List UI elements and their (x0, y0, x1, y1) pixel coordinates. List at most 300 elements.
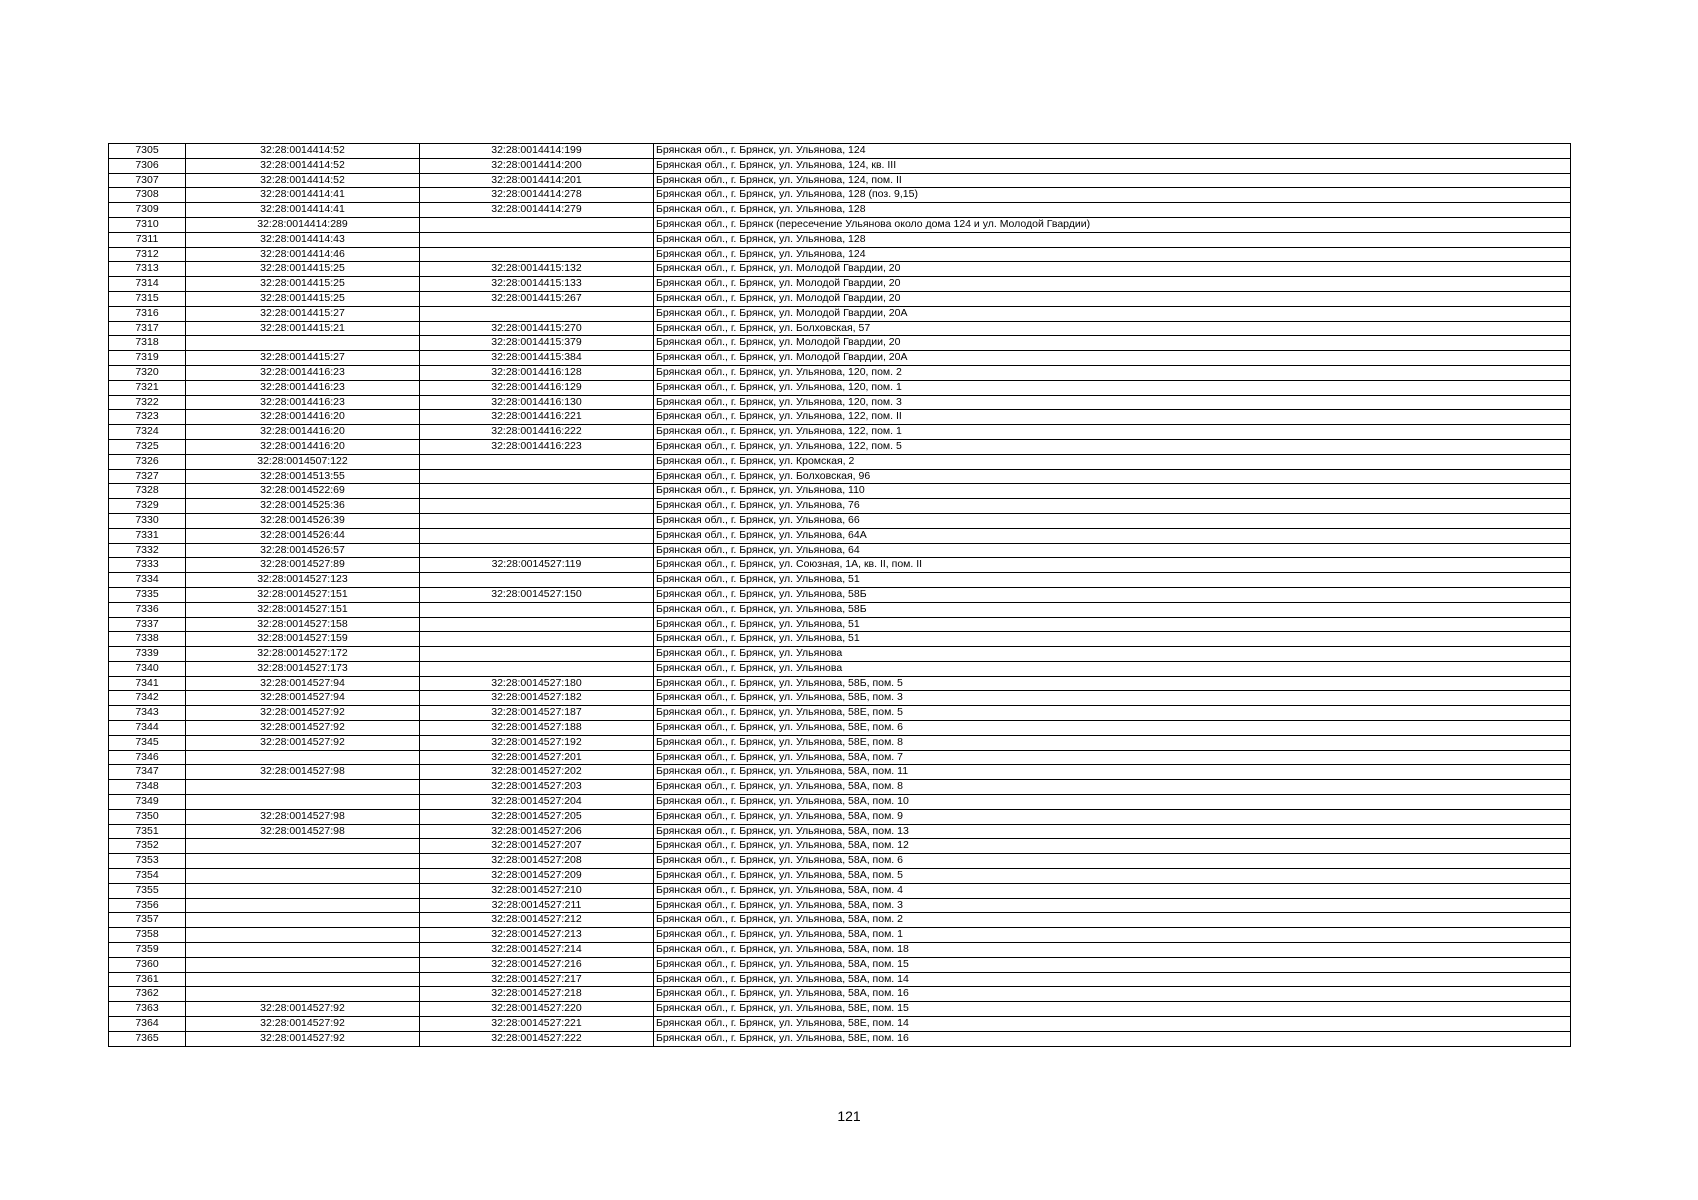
address-cell: Брянская обл., г. Брянск, ул. Ульянова, 51 (654, 573, 1571, 588)
table-row (109, 425, 1571, 440)
address-cell: Брянская обл., г. Брянск, ул. Ульянова, 58Е, пом. 15 (654, 1002, 1571, 1017)
table-row (109, 839, 1571, 854)
address-cell: Брянская обл., г. Брянск, ул. Ульянова, 122, пом. 5 (654, 439, 1571, 454)
row-number-cell: 7339 (109, 647, 186, 662)
address-cell: Брянская обл., г. Брянск, ул. Ульянова, 120, пом. 3 (654, 395, 1571, 410)
cadastral-number-cell: 32:28:0014527:92 (186, 1031, 420, 1046)
address-cell: Брянская обл., г. Брянск, ул. Ульянова, 110 (654, 484, 1571, 499)
row-number-cell: 7347 (109, 765, 186, 780)
row-number-cell: 7352 (109, 839, 186, 854)
object-cadastral-number-cell: 32:28:0014527:150 (420, 587, 654, 602)
object-cadastral-number-cell (420, 217, 654, 232)
address-cell: Брянская обл., г. Брянск, ул. Ульянова, 76 (654, 499, 1571, 514)
row-number-cell: 7309 (109, 203, 186, 218)
cadastral-number-cell: 32:28:0014527:92 (186, 1002, 420, 1017)
object-cadastral-number-cell: 32:28:0014527:192 (420, 735, 654, 750)
cadastral-number-cell: 32:28:0014416:20 (186, 425, 420, 440)
cadastral-number-cell (186, 883, 420, 898)
cadastral-number-cell: 32:28:0014416:20 (186, 410, 420, 425)
cadastral-number-cell (186, 987, 420, 1002)
address-cell: Брянская обл., г. Брянск, ул. Молодой Гвардии, 20А (654, 351, 1571, 366)
object-cadastral-number-cell: 32:28:0014527:187 (420, 706, 654, 721)
object-cadastral-number-cell: 32:28:0014527:212 (420, 913, 654, 928)
table-row (109, 824, 1571, 839)
row-number-cell: 7306 (109, 158, 186, 173)
object-cadastral-number-cell: 32:28:0014527:216 (420, 957, 654, 972)
table-row (109, 410, 1571, 425)
address-cell: Брянская обл., г. Брянск, ул. Ульянова, 124 (654, 144, 1571, 159)
row-number-cell: 7345 (109, 735, 186, 750)
row-number-cell: 7307 (109, 173, 186, 188)
page-number: 121 (837, 1108, 861, 1124)
row-number-cell: 7332 (109, 543, 186, 558)
address-cell: Брянская обл., г. Брянск, ул. Ульянова, 58Б (654, 602, 1571, 617)
address-cell: Брянская обл., г. Брянск, ул. Ульянова, 58А, пом. 11 (654, 765, 1571, 780)
address-cell: Брянская обл., г. Брянск, ул. Ульянова, 122, пом. 1 (654, 425, 1571, 440)
object-cadastral-number-cell (420, 484, 654, 499)
object-cadastral-number-cell: 32:28:0014416:221 (420, 410, 654, 425)
row-number-cell: 7318 (109, 336, 186, 351)
object-cadastral-number-cell (420, 617, 654, 632)
address-cell: Брянская обл., г. Брянск, ул. Ульянова, 58А, пом. 16 (654, 987, 1571, 1002)
address-cell: Брянская обл., г. Брянск, ул. Ульянова, 58Б, пом. 3 (654, 691, 1571, 706)
cadastral-number-cell: 32:28:0014415:27 (186, 351, 420, 366)
address-cell: Брянская обл., г. Брянск, ул. Ульянова (654, 647, 1571, 662)
object-cadastral-number-cell: 32:28:0014527:221 (420, 1017, 654, 1032)
cadastral-number-cell: 32:28:0014416:23 (186, 395, 420, 410)
object-cadastral-number-cell: 32:28:0014527:222 (420, 1031, 654, 1046)
table-row (109, 1017, 1571, 1032)
cadastral-number-cell: 32:28:0014414:41 (186, 203, 420, 218)
address-cell: Брянская обл., г. Брянск, ул. Ульянова, 58Е, пом. 5 (654, 706, 1571, 721)
cadastral-number-cell (186, 795, 420, 810)
cadastral-number-cell: 32:28:0014415:21 (186, 321, 420, 336)
table-row (109, 750, 1571, 765)
row-number-cell: 7360 (109, 957, 186, 972)
table-row (109, 543, 1571, 558)
cadastral-number-cell: 32:28:0014526:39 (186, 513, 420, 528)
object-cadastral-number-cell: 32:28:0014415:133 (420, 277, 654, 292)
row-number-cell: 7322 (109, 395, 186, 410)
table-row (109, 854, 1571, 869)
object-cadastral-number-cell (420, 232, 654, 247)
address-cell: Брянская обл., г. Брянск, ул. Ульянова, 58А, пом. 12 (654, 839, 1571, 854)
registry-table-container (108, 143, 1570, 1047)
registry-table (108, 143, 1571, 1047)
address-cell: Брянская обл., г. Брянск, ул. Ульянова, 58А, пом. 2 (654, 913, 1571, 928)
table-row (109, 676, 1571, 691)
cadastral-number-cell: 32:28:0014526:44 (186, 528, 420, 543)
row-number-cell: 7346 (109, 750, 186, 765)
row-number-cell: 7321 (109, 380, 186, 395)
cadastral-number-cell: 32:28:0014525:36 (186, 499, 420, 514)
address-cell: Брянская обл., г. Брянск, ул. Ульянова, 58А, пом. 9 (654, 809, 1571, 824)
table-row (109, 558, 1571, 573)
table-row (109, 795, 1571, 810)
cadastral-number-cell: 32:28:0014414:52 (186, 144, 420, 159)
row-number-cell: 7324 (109, 425, 186, 440)
table-row (109, 484, 1571, 499)
row-number-cell: 7319 (109, 351, 186, 366)
cadastral-number-cell: 32:28:0014414:289 (186, 217, 420, 232)
object-cadastral-number-cell (420, 454, 654, 469)
row-number-cell: 7355 (109, 883, 186, 898)
object-cadastral-number-cell: 32:28:0014415:379 (420, 336, 654, 351)
table-row (109, 883, 1571, 898)
table-row (109, 972, 1571, 987)
object-cadastral-number-cell: 32:28:0014527:180 (420, 676, 654, 691)
cadastral-number-cell: 32:28:0014526:57 (186, 543, 420, 558)
cadastral-number-cell: 32:28:0014415:25 (186, 277, 420, 292)
row-number-cell: 7305 (109, 144, 186, 159)
cadastral-number-cell: 32:28:0014527:92 (186, 721, 420, 736)
cadastral-number-cell: 32:28:0014415:27 (186, 306, 420, 321)
address-cell: Брянская обл., г. Брянск, ул. Ульянова, 58Е, пом. 16 (654, 1031, 1571, 1046)
address-cell: Брянская обл., г. Брянск, ул. Ульянова, 120, пом. 1 (654, 380, 1571, 395)
row-number-cell: 7329 (109, 499, 186, 514)
cadastral-number-cell: 32:28:0014527:123 (186, 573, 420, 588)
table-row (109, 203, 1571, 218)
table-row (109, 602, 1571, 617)
object-cadastral-number-cell (420, 528, 654, 543)
table-row (109, 188, 1571, 203)
row-number-cell: 7338 (109, 632, 186, 647)
cadastral-number-cell: 32:28:0014527:89 (186, 558, 420, 573)
address-cell: Брянская обл., г. Брянск, ул. Ульянова, 58А, пом. 4 (654, 883, 1571, 898)
object-cadastral-number-cell: 32:28:0014527:214 (420, 943, 654, 958)
cadastral-number-cell (186, 943, 420, 958)
row-number-cell: 7310 (109, 217, 186, 232)
cadastral-number-cell (186, 839, 420, 854)
cadastral-number-cell: 32:28:0014527:158 (186, 617, 420, 632)
object-cadastral-number-cell: 32:28:0014527:213 (420, 928, 654, 943)
cadastral-number-cell: 32:28:0014527:98 (186, 809, 420, 824)
cadastral-number-cell: 32:28:0014415:25 (186, 291, 420, 306)
address-cell: Брянская обл., г. Брянск, ул. Ульянова, 124 (654, 247, 1571, 262)
address-cell: Брянская обл., г. Брянск, ул. Ульянова, 64 (654, 543, 1571, 558)
table-row (109, 809, 1571, 824)
row-number-cell: 7337 (109, 617, 186, 632)
address-cell: Брянская обл., г. Брянск, ул. Союзная, 1А, кв. II, пом. II (654, 558, 1571, 573)
row-number-cell: 7336 (109, 602, 186, 617)
object-cadastral-number-cell: 32:28:0014416:130 (420, 395, 654, 410)
cadastral-number-cell: 32:28:0014527:159 (186, 632, 420, 647)
address-cell: Брянская обл., г. Брянск, ул. Ульянова (654, 661, 1571, 676)
address-cell: Брянская обл., г. Брянск, ул. Ульянова, 58А, пом. 3 (654, 898, 1571, 913)
table-row (109, 247, 1571, 262)
address-cell: Брянская обл., г. Брянск, ул. Кромская, 2 (654, 454, 1571, 469)
table-row (109, 499, 1571, 514)
row-number-cell: 7317 (109, 321, 186, 336)
row-number-cell: 7344 (109, 721, 186, 736)
cadastral-number-cell (186, 972, 420, 987)
address-cell: Брянская обл., г. Брянск, ул. Ульянова, 58А, пом. 8 (654, 780, 1571, 795)
object-cadastral-number-cell: 32:28:0014527:211 (420, 898, 654, 913)
table-row (109, 454, 1571, 469)
object-cadastral-number-cell: 32:28:0014415:267 (420, 291, 654, 306)
row-number-cell: 7351 (109, 824, 186, 839)
table-row (109, 528, 1571, 543)
address-cell: Брянская обл., г. Брянск, ул. Ульянова, 51 (654, 632, 1571, 647)
table-row (109, 869, 1571, 884)
object-cadastral-number-cell (420, 513, 654, 528)
table-row (109, 765, 1571, 780)
row-number-cell: 7333 (109, 558, 186, 573)
table-row (109, 365, 1571, 380)
row-number-cell: 7342 (109, 691, 186, 706)
cadastral-number-cell (186, 336, 420, 351)
object-cadastral-number-cell: 32:28:0014415:384 (420, 351, 654, 366)
table-body (109, 144, 1571, 1047)
address-cell: Брянская обл., г. Брянск, ул. Ульянова, 58А, пом. 15 (654, 957, 1571, 972)
cadastral-number-cell (186, 928, 420, 943)
cadastral-number-cell: 32:28:0014416:20 (186, 439, 420, 454)
address-cell: Брянская обл., г. Брянск, ул. Ульянова, 66 (654, 513, 1571, 528)
table-row (109, 173, 1571, 188)
table-row (109, 513, 1571, 528)
object-cadastral-number-cell: 32:28:0014527:208 (420, 854, 654, 869)
object-cadastral-number-cell: 32:28:0014527:207 (420, 839, 654, 854)
cadastral-number-cell: 32:28:0014527:94 (186, 691, 420, 706)
cadastral-number-cell: 32:28:0014522:69 (186, 484, 420, 499)
object-cadastral-number-cell: 32:28:0014416:222 (420, 425, 654, 440)
object-cadastral-number-cell (420, 602, 654, 617)
row-number-cell: 7358 (109, 928, 186, 943)
table-row (109, 913, 1571, 928)
cadastral-number-cell: 32:28:0014527:98 (186, 824, 420, 839)
row-number-cell: 7356 (109, 898, 186, 913)
address-cell: Брянская обл., г. Брянск, ул. Ульянова, 128 (поз. 9,15) (654, 188, 1571, 203)
object-cadastral-number-cell: 32:28:0014416:128 (420, 365, 654, 380)
object-cadastral-number-cell: 32:28:0014527:203 (420, 780, 654, 795)
address-cell: Брянская обл., г. Брянск, ул. Ульянова, 58Е, пом. 8 (654, 735, 1571, 750)
address-cell: Брянская обл., г. Брянск, ул. Ульянова, 124, кв. III (654, 158, 1571, 173)
address-cell: Брянская обл., г. Брянск, ул. Молодой Гвардии, 20А (654, 306, 1571, 321)
cadastral-number-cell: 32:28:0014416:23 (186, 365, 420, 380)
object-cadastral-number-cell: 32:28:0014414:279 (420, 203, 654, 218)
object-cadastral-number-cell: 32:28:0014415:132 (420, 262, 654, 277)
object-cadastral-number-cell: 32:28:0014527:119 (420, 558, 654, 573)
table-row (109, 617, 1571, 632)
address-cell: Брянская обл., г. Брянск, ул. Ульянова, 58А, пом. 10 (654, 795, 1571, 810)
address-cell: Брянская обл., г. Брянск, ул. Ульянова, 58Е, пом. 6 (654, 721, 1571, 736)
row-number-cell: 7326 (109, 454, 186, 469)
cadastral-number-cell: 32:28:0014527:98 (186, 765, 420, 780)
cadastral-number-cell: 32:28:0014527:92 (186, 1017, 420, 1032)
row-number-cell: 7314 (109, 277, 186, 292)
row-number-cell: 7340 (109, 661, 186, 676)
cadastral-number-cell: 32:28:0014527:92 (186, 735, 420, 750)
object-cadastral-number-cell: 32:28:0014527:209 (420, 869, 654, 884)
table-row (109, 306, 1571, 321)
table-row (109, 380, 1571, 395)
table-row (109, 987, 1571, 1002)
address-cell: Брянская обл., г. Брянск, ул. Молодой Гвардии, 20 (654, 262, 1571, 277)
table-row (109, 217, 1571, 232)
cadastral-number-cell: 32:28:0014527:173 (186, 661, 420, 676)
table-row (109, 632, 1571, 647)
address-cell: Брянская обл., г. Брянск, ул. Ульянова, 128 (654, 203, 1571, 218)
cadastral-number-cell (186, 854, 420, 869)
address-cell: Брянская обл., г. Брянск (пересечение Ульянова около дома 124 и ул. Молодой Гвардии) (654, 217, 1571, 232)
object-cadastral-number-cell: 32:28:0014527:182 (420, 691, 654, 706)
cadastral-number-cell: 32:28:0014527:151 (186, 602, 420, 617)
row-number-cell: 7353 (109, 854, 186, 869)
object-cadastral-number-cell (420, 469, 654, 484)
address-cell: Брянская обл., г. Брянск, ул. Ульянова, 128 (654, 232, 1571, 247)
object-cadastral-number-cell: 32:28:0014416:223 (420, 439, 654, 454)
address-cell: Брянская обл., г. Брянск, ул. Болховская, 57 (654, 321, 1571, 336)
row-number-cell: 7334 (109, 573, 186, 588)
row-number-cell: 7335 (109, 587, 186, 602)
address-cell: Брянская обл., г. Брянск, ул. Ульянова, 58А, пом. 5 (654, 869, 1571, 884)
address-cell: Брянская обл., г. Брянск, ул. Молодой Гвардии, 20 (654, 336, 1571, 351)
row-number-cell: 7361 (109, 972, 186, 987)
address-cell: Брянская обл., г. Брянск, ул. Ульянова, 120, пом. 2 (654, 365, 1571, 380)
object-cadastral-number-cell: 32:28:0014414:199 (420, 144, 654, 159)
object-cadastral-number-cell: 32:28:0014527:202 (420, 765, 654, 780)
table-row (109, 780, 1571, 795)
table-row (109, 573, 1571, 588)
table-row (109, 262, 1571, 277)
address-cell: Брянская обл., г. Брянск, ул. Ульянова, 58А, пом. 6 (654, 854, 1571, 869)
table-row (109, 721, 1571, 736)
table-row (109, 321, 1571, 336)
row-number-cell: 7359 (109, 943, 186, 958)
address-cell: Брянская обл., г. Брянск, ул. Ульянова, 124, пом. II (654, 173, 1571, 188)
row-number-cell: 7313 (109, 262, 186, 277)
object-cadastral-number-cell: 32:28:0014414:201 (420, 173, 654, 188)
table-row (109, 336, 1571, 351)
row-number-cell: 7341 (109, 676, 186, 691)
table-row (109, 928, 1571, 943)
row-number-cell: 7320 (109, 365, 186, 380)
row-number-cell: 7365 (109, 1031, 186, 1046)
address-cell: Брянская обл., г. Брянск, ул. Ульянова, 51 (654, 617, 1571, 632)
row-number-cell: 7357 (109, 913, 186, 928)
table-row (109, 898, 1571, 913)
row-number-cell: 7323 (109, 410, 186, 425)
address-cell: Брянская обл., г. Брянск, ул. Ульянова, 58Б (654, 587, 1571, 602)
cadastral-number-cell: 32:28:0014527:94 (186, 676, 420, 691)
row-number-cell: 7311 (109, 232, 186, 247)
address-cell: Брянская обл., г. Брянск, ул. Молодой Гвардии, 20 (654, 291, 1571, 306)
row-number-cell: 7363 (109, 1002, 186, 1017)
table-row (109, 144, 1571, 159)
row-number-cell: 7312 (109, 247, 186, 262)
table-row (109, 957, 1571, 972)
row-number-cell: 7349 (109, 795, 186, 810)
address-cell: Брянская обл., г. Брянск, ул. Ульянова, 58А, пом. 7 (654, 750, 1571, 765)
row-number-cell: 7364 (109, 1017, 186, 1032)
object-cadastral-number-cell: 32:28:0014527:204 (420, 795, 654, 810)
address-cell: Брянская обл., г. Брянск, ул. Ульянова, 64А (654, 528, 1571, 543)
cadastral-number-cell: 32:28:0014414:52 (186, 173, 420, 188)
cadastral-number-cell (186, 913, 420, 928)
object-cadastral-number-cell: 32:28:0014415:270 (420, 321, 654, 336)
row-number-cell: 7362 (109, 987, 186, 1002)
table-row (109, 351, 1571, 366)
table-row (109, 469, 1571, 484)
cadastral-number-cell (186, 780, 420, 795)
table-row (109, 439, 1571, 454)
object-cadastral-number-cell (420, 647, 654, 662)
cadastral-number-cell: 32:28:0014527:172 (186, 647, 420, 662)
address-cell: Брянская обл., г. Брянск, ул. Ульянова, 58А, пом. 1 (654, 928, 1571, 943)
object-cadastral-number-cell: 32:28:0014527:206 (420, 824, 654, 839)
object-cadastral-number-cell: 32:28:0014414:200 (420, 158, 654, 173)
table-row (109, 1002, 1571, 1017)
cadastral-number-cell: 32:28:0014416:23 (186, 380, 420, 395)
cadastral-number-cell (186, 869, 420, 884)
object-cadastral-number-cell: 32:28:0014527:188 (420, 721, 654, 736)
address-cell: Брянская обл., г. Брянск, ул. Ульянова, 58А, пом. 18 (654, 943, 1571, 958)
object-cadastral-number-cell (420, 499, 654, 514)
table-row (109, 735, 1571, 750)
cadastral-number-cell: 32:28:0014414:46 (186, 247, 420, 262)
row-number-cell: 7315 (109, 291, 186, 306)
cadastral-number-cell: 32:28:0014415:25 (186, 262, 420, 277)
row-number-cell: 7348 (109, 780, 186, 795)
object-cadastral-number-cell: 32:28:0014527:220 (420, 1002, 654, 1017)
table-row (109, 158, 1571, 173)
row-number-cell: 7327 (109, 469, 186, 484)
object-cadastral-number-cell: 32:28:0014527:205 (420, 809, 654, 824)
cadastral-number-cell (186, 957, 420, 972)
cadastral-number-cell (186, 898, 420, 913)
object-cadastral-number-cell: 32:28:0014414:278 (420, 188, 654, 203)
cadastral-number-cell: 32:28:0014527:151 (186, 587, 420, 602)
row-number-cell: 7316 (109, 306, 186, 321)
table-row (109, 232, 1571, 247)
address-cell: Брянская обл., г. Брянск, ул. Ульянова, 58Б, пом. 5 (654, 676, 1571, 691)
table-row (109, 706, 1571, 721)
cadastral-number-cell: 32:28:0014513:55 (186, 469, 420, 484)
table-row (109, 587, 1571, 602)
row-number-cell: 7328 (109, 484, 186, 499)
object-cadastral-number-cell: 32:28:0014527:218 (420, 987, 654, 1002)
row-number-cell: 7354 (109, 869, 186, 884)
cadastral-number-cell: 32:28:0014527:92 (186, 706, 420, 721)
row-number-cell: 7308 (109, 188, 186, 203)
object-cadastral-number-cell (420, 632, 654, 647)
table-row (109, 647, 1571, 662)
row-number-cell: 7350 (109, 809, 186, 824)
address-cell: Брянская обл., г. Брянск, ул. Ульянова, 122, пом. II (654, 410, 1571, 425)
object-cadastral-number-cell (420, 543, 654, 558)
row-number-cell: 7331 (109, 528, 186, 543)
object-cadastral-number-cell (420, 247, 654, 262)
row-number-cell: 7330 (109, 513, 186, 528)
cadastral-number-cell: 32:28:0014414:43 (186, 232, 420, 247)
object-cadastral-number-cell (420, 661, 654, 676)
address-cell: Брянская обл., г. Брянск, ул. Ульянова, 58А, пом. 13 (654, 824, 1571, 839)
address-cell: Брянская обл., г. Брянск, ул. Ульянова, 58Е, пом. 14 (654, 1017, 1571, 1032)
cadastral-number-cell: 32:28:0014414:52 (186, 158, 420, 173)
cadastral-number-cell (186, 750, 420, 765)
row-number-cell: 7325 (109, 439, 186, 454)
object-cadastral-number-cell (420, 306, 654, 321)
row-number-cell: 7343 (109, 706, 186, 721)
table-row (109, 1031, 1571, 1046)
address-cell: Брянская обл., г. Брянск, ул. Болховская, 96 (654, 469, 1571, 484)
object-cadastral-number-cell: 32:28:0014527:201 (420, 750, 654, 765)
object-cadastral-number-cell: 32:28:0014527:210 (420, 883, 654, 898)
object-cadastral-number-cell: 32:28:0014416:129 (420, 380, 654, 395)
table-row (109, 277, 1571, 292)
address-cell: Брянская обл., г. Брянск, ул. Молодой Гвардии, 20 (654, 277, 1571, 292)
table-row (109, 943, 1571, 958)
